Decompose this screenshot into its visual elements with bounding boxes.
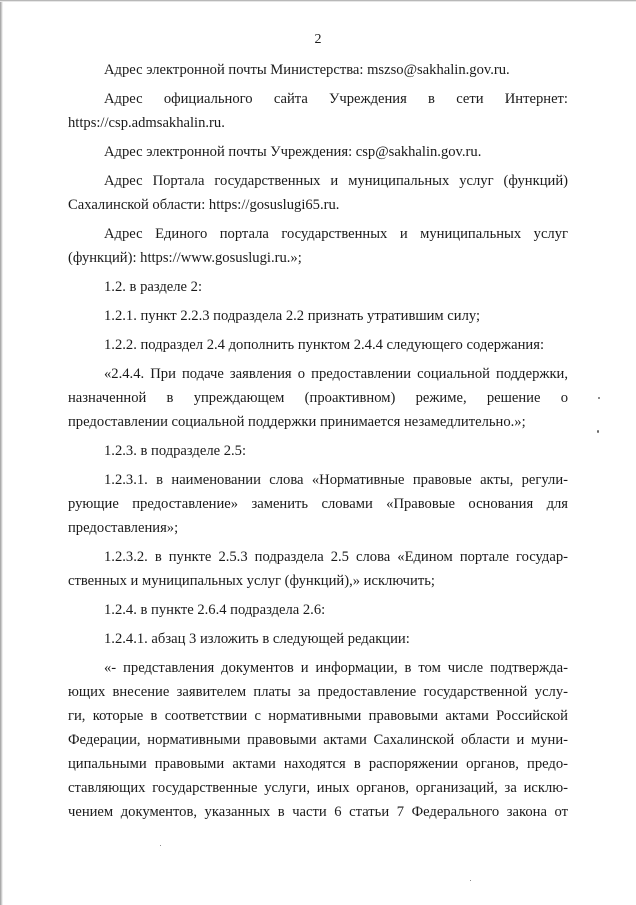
text-line: чением документов, указанных в части 6 статьи 7 Федерального закона от <box>68 804 568 820</box>
text-line: https://csp.admsakhalin.ru. <box>68 115 225 131</box>
text-line: ственных и муниципальных услуг (функций),» исключить; <box>68 573 435 589</box>
text-line: 1.2.4.1. абзац 3 изложить в следующей редакции: <box>104 631 410 647</box>
paragraph-1-2-2 <box>68 333 568 357</box>
text-line: 1.2.4. в пункте 2.6.4 подраздела 2.6: <box>104 602 326 618</box>
paragraph-ministry-email <box>68 58 568 82</box>
paragraph-regional-portal <box>68 169 568 217</box>
text-line: 1.2.3. в подразделе 2.5: <box>104 443 247 459</box>
paragraph-unified-portal <box>68 222 568 270</box>
text-line: ципальными правовыми актами находятся в распоряжении органов, предо- <box>68 756 568 772</box>
paragraph-1-2-4 <box>68 598 568 622</box>
paragraph-1-2-1 <box>68 304 568 328</box>
text-line: Адрес Портала государственных и муниципальных услуг (функций) <box>104 173 568 189</box>
paragraph-2-4-4 <box>68 362 568 434</box>
paragraph-1-2-3-2 <box>68 545 568 593</box>
text-line: рующие предоставление» заменить словами «Правовые основания для <box>68 496 568 512</box>
text-line: 1.2. в разделе 2: <box>104 279 203 295</box>
paragraph-1-2 <box>68 275 568 299</box>
text-line: 1.2.2. подраздел 2.4 дополнить пунктом 2.4.4 следующего содержания: <box>104 337 545 353</box>
document-body <box>68 58 568 824</box>
text-line: Сахалинской области: https://gosuslugi65.ru. <box>68 197 340 213</box>
scan-edge-top <box>0 0 636 2</box>
text-line: «- представления документов и информации, в том числе подтвержда- <box>104 660 568 676</box>
text-line: Адрес официального сайта Учреждения в сети Интернет: <box>104 91 568 107</box>
paragraph-1-2-3 <box>68 439 568 463</box>
text-line: предоставления»; <box>68 520 179 536</box>
scan-speck <box>470 880 471 881</box>
scan-speck <box>598 397 600 399</box>
scan-edge-left <box>0 0 3 905</box>
paragraph-1-2-3-1 <box>68 468 568 540</box>
text-line: 1.2.3.2. в пункте 2.5.3 подраздела 2.5 слова «Едином портале государ- <box>104 549 568 565</box>
text-line: ги, которые в соответствии с нормативными правовыми актами Российской <box>68 708 568 724</box>
paragraph-new-abzac-3 <box>68 656 568 824</box>
paragraph-institution-site <box>68 87 568 135</box>
paragraph-institution-email <box>68 140 568 164</box>
scan-speck <box>160 845 161 846</box>
text-line: 1.2.1. пункт 2.2.3 подраздела 2.2 признать утратившим силу; <box>104 308 481 324</box>
text-line: (функций): https://www.gosuslugi.ru.»; <box>68 250 302 266</box>
page-number: 2 <box>314 32 322 47</box>
text-line: назначенной в упреждающем (проактивном) режиме, решение о <box>68 390 568 406</box>
text-line: ставляющих государственные услуги, иных органов, организаций, за исклю- <box>68 780 568 796</box>
text-line: «2.4.4. При подаче заявления о предоставлении социальной поддержки, <box>104 366 568 382</box>
scan-speck <box>597 430 599 433</box>
paragraph-1-2-4-1 <box>68 627 568 651</box>
text-line: Федерации, нормативными правовыми актами Сахалинской области и муни- <box>68 732 568 748</box>
text-line: Адрес Единого портала государственных и муниципальных услуг <box>104 226 568 242</box>
text-line: ющих внесение заявителем платы за предоставление государственной услу- <box>68 684 568 700</box>
text-line: 1.2.3.1. в наименовании слова «Нормативные правовые акты, регули- <box>104 472 568 488</box>
text-line: предоставлении социальной поддержки принимается незамедлительно.»; <box>68 414 526 430</box>
text-line: Адрес электронной почты Учреждения: csp@sakhalin.gov.ru. <box>104 144 482 160</box>
text-line: Адрес электронной почты Министерства: mszso@sakhalin.gov.ru. <box>104 62 510 78</box>
